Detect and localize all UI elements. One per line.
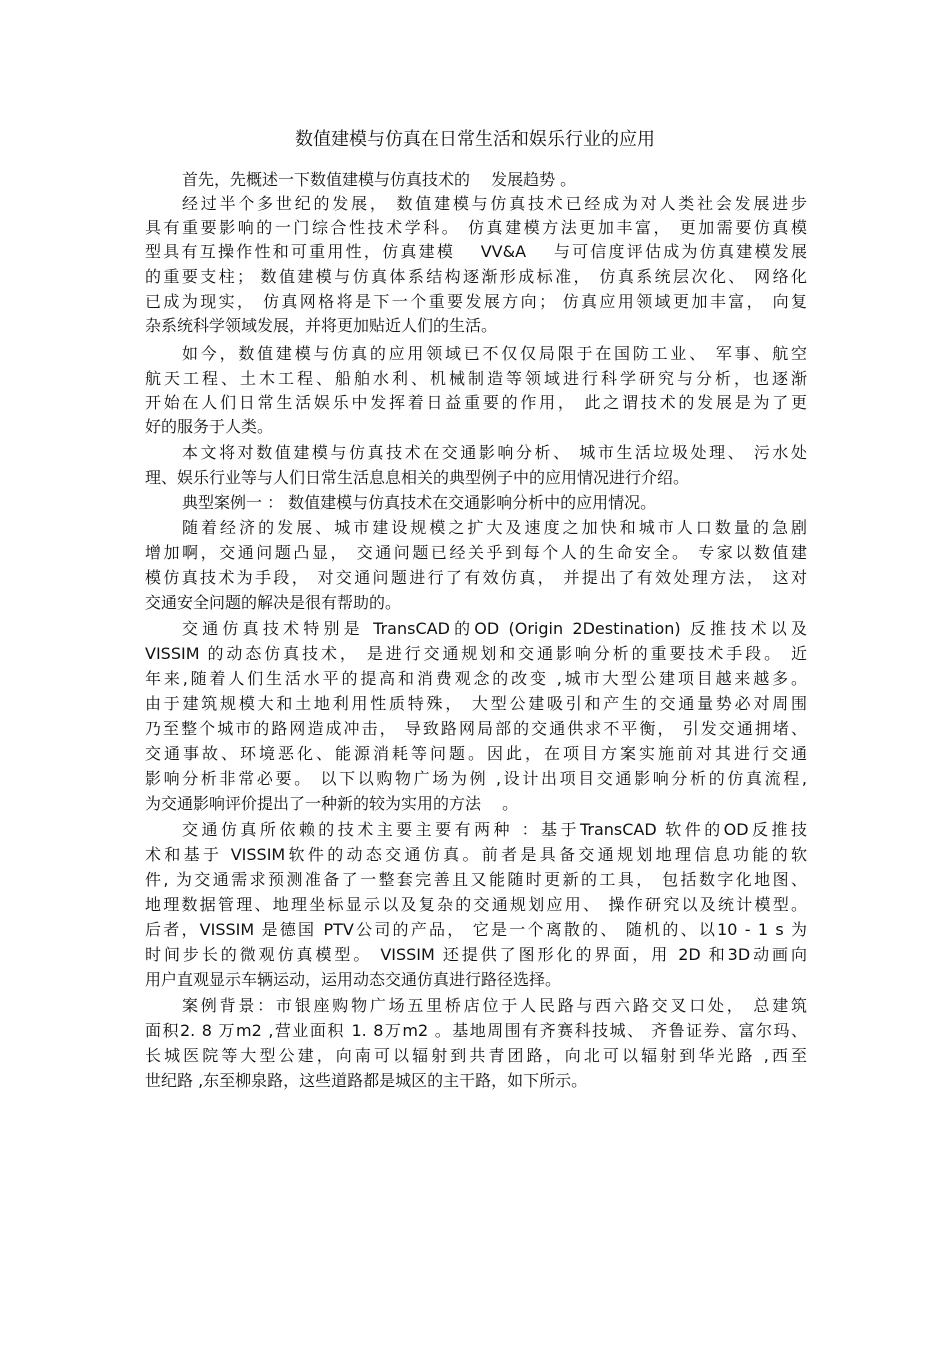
text-line: 地理数据管理、地理坐标显示以及复杂的交通规划应用、 操作研究以及统计模型。 (145, 895, 807, 914)
text-line: 好的服务于人类。 (145, 417, 274, 436)
text-line: 首先，先概述一下数值建模与仿真技术的 发展趋势 。 (182, 170, 577, 189)
text-line: 用户直观显示车辆运动，运用动态交通仿真进行路径选择。 (145, 970, 562, 989)
text-line: 世纪路 ,东至柳泉路，这些道路都是城区的主干路，如下所示。 (145, 1071, 588, 1090)
text-line: 如今，数值建模与仿真的应用领域已不仅仅局限于在国防工业、 军事、航空 (182, 344, 807, 363)
text-line: 航天工程、土木工程、船舶水利、机械制造等领域进行科学研究与分析，也逐渐 (145, 369, 807, 388)
text-line: 模仿真技术为手段， 对交通问题进行了有效仿真， 并提出了有效处理方法， 这对 (145, 568, 807, 587)
text-line: 杂系统科学领域发展，并将更加贴近人们的生活。 (145, 316, 498, 335)
text-line: 增加啊，交通问题凸显， 交通问题已经关乎到每个人的生命安全。 专家以数值建 (145, 543, 807, 562)
text-line: 件, 为交通需求预测准备了一整套完善且又能随时更新的工具， 包括数字化地图、 (145, 870, 807, 889)
text-line: 理、娱乐行业等与人们日常生活息息相关的典型例子中的应用情况进行介绍。 (145, 468, 690, 487)
text-line: 乃至整个城市的路网造成冲击， 导致路网局部的交通供求不平衡， 引发交通拥堵、 (145, 719, 807, 738)
text-line: VISSIM 的动态仿真技术， 是进行交通规划和交通影响分析的重要技术手段。 近 (145, 644, 807, 663)
text-line: 交通事故、环境恶化、能源消耗等问题。因此，在项目方案实施前对其进行交通 (145, 744, 807, 763)
text-line: 典型案例一 ： 数值建模与仿真技术在交通影响分析中的应用情况。 (182, 493, 657, 512)
text-line: 时间步长的微观仿真模型。 VISSIM 还提供了图形化的界面，用 2D 和3D动画向 (145, 945, 807, 964)
text-line: 的重要支柱； 数值建模与仿真体系结构逐渐形成标准， 仿真系统层次化、 网络化 (145, 267, 807, 286)
text-line: 年来,随着人们生活水平的提高和消费观念的改变 ,城市大型公建项目越来越多。 (145, 669, 807, 688)
text-line: 已成为现实， 仿真网格将是下一个重要发展方向； 仿真应用领域更加丰富， 向复 (145, 292, 807, 311)
text-line: 案例背景：市银座购物广场五里桥店位于人民路与西六路交叉口处， 总建筑 (182, 996, 807, 1015)
text-line: 随着经济的发展、城市建设规模之扩大及速度之加快和城市人口数量的急剧 (182, 518, 807, 537)
text-line: 经过半个多世纪的发展， 数值建模与仿真技术已经成为对人类社会发展进步 (182, 194, 807, 213)
text-line: 型具有互操作性和可重用性，仿真建模 VV&A 与可信度评估成为仿真建模发展 (145, 242, 807, 261)
text-line: 由于建筑规模大和土地利用性质特殊， 大型公建吸引和产生的交通量势必对周围 (145, 694, 807, 713)
text-line: 后者，VISSIM 是德国 PTV公司的产品， 它是一个离散的、 随机的、以10 - 1 s 为 (145, 920, 807, 939)
text-line: 为交通影响评价提出了一种新的较为实用的方法 。 (145, 794, 519, 813)
text-line: 本文将对数值建模与仿真技术在交通影响分析、 城市生活垃圾处理、 污水处 (182, 443, 807, 462)
text-line: 具有重要影响的一门综合性技术学科。 仿真建模方法更加丰富， 更加需要仿真模 (145, 218, 807, 237)
text-line: 长城医院等大型公建，向南可以辐射到共青团路，向北可以辐射到华光路 ,西至 (145, 1046, 807, 1065)
page-title: 数值建模与仿真在日常生活和娱乐行业的应用 (295, 129, 655, 150)
text-line: 面积2. 8 万m2 ,营业面积 1. 8万m2 。基地周围有齐赛科技城、 齐鲁证券、富尔玛、 (145, 1021, 807, 1040)
text-line: 交通安全问题的解决是很有帮助的。 (145, 593, 402, 612)
text-line: 交通仿真所依赖的技术主要主要有两种 ：基于TransCAD 软件的OD反推技 (182, 820, 807, 839)
text-line: 影响分析非常必要。 以下以购物广场为例 ,设计出项目交通影响分析的仿真流程, (145, 769, 807, 788)
text-line: 术和基于 VISSIM软件的动态交通仿真。前者是具备交通规划地理信息功能的软 (145, 845, 807, 864)
text-line: 开始在人们日常生活娱乐中发挥着日益重要的作用， 此之谓技术的发展是为了更 (145, 393, 807, 412)
text-line: 交通仿真技术特别是 TransCAD的OD (Origin 2Destination) 反推技术以及 (182, 619, 807, 638)
